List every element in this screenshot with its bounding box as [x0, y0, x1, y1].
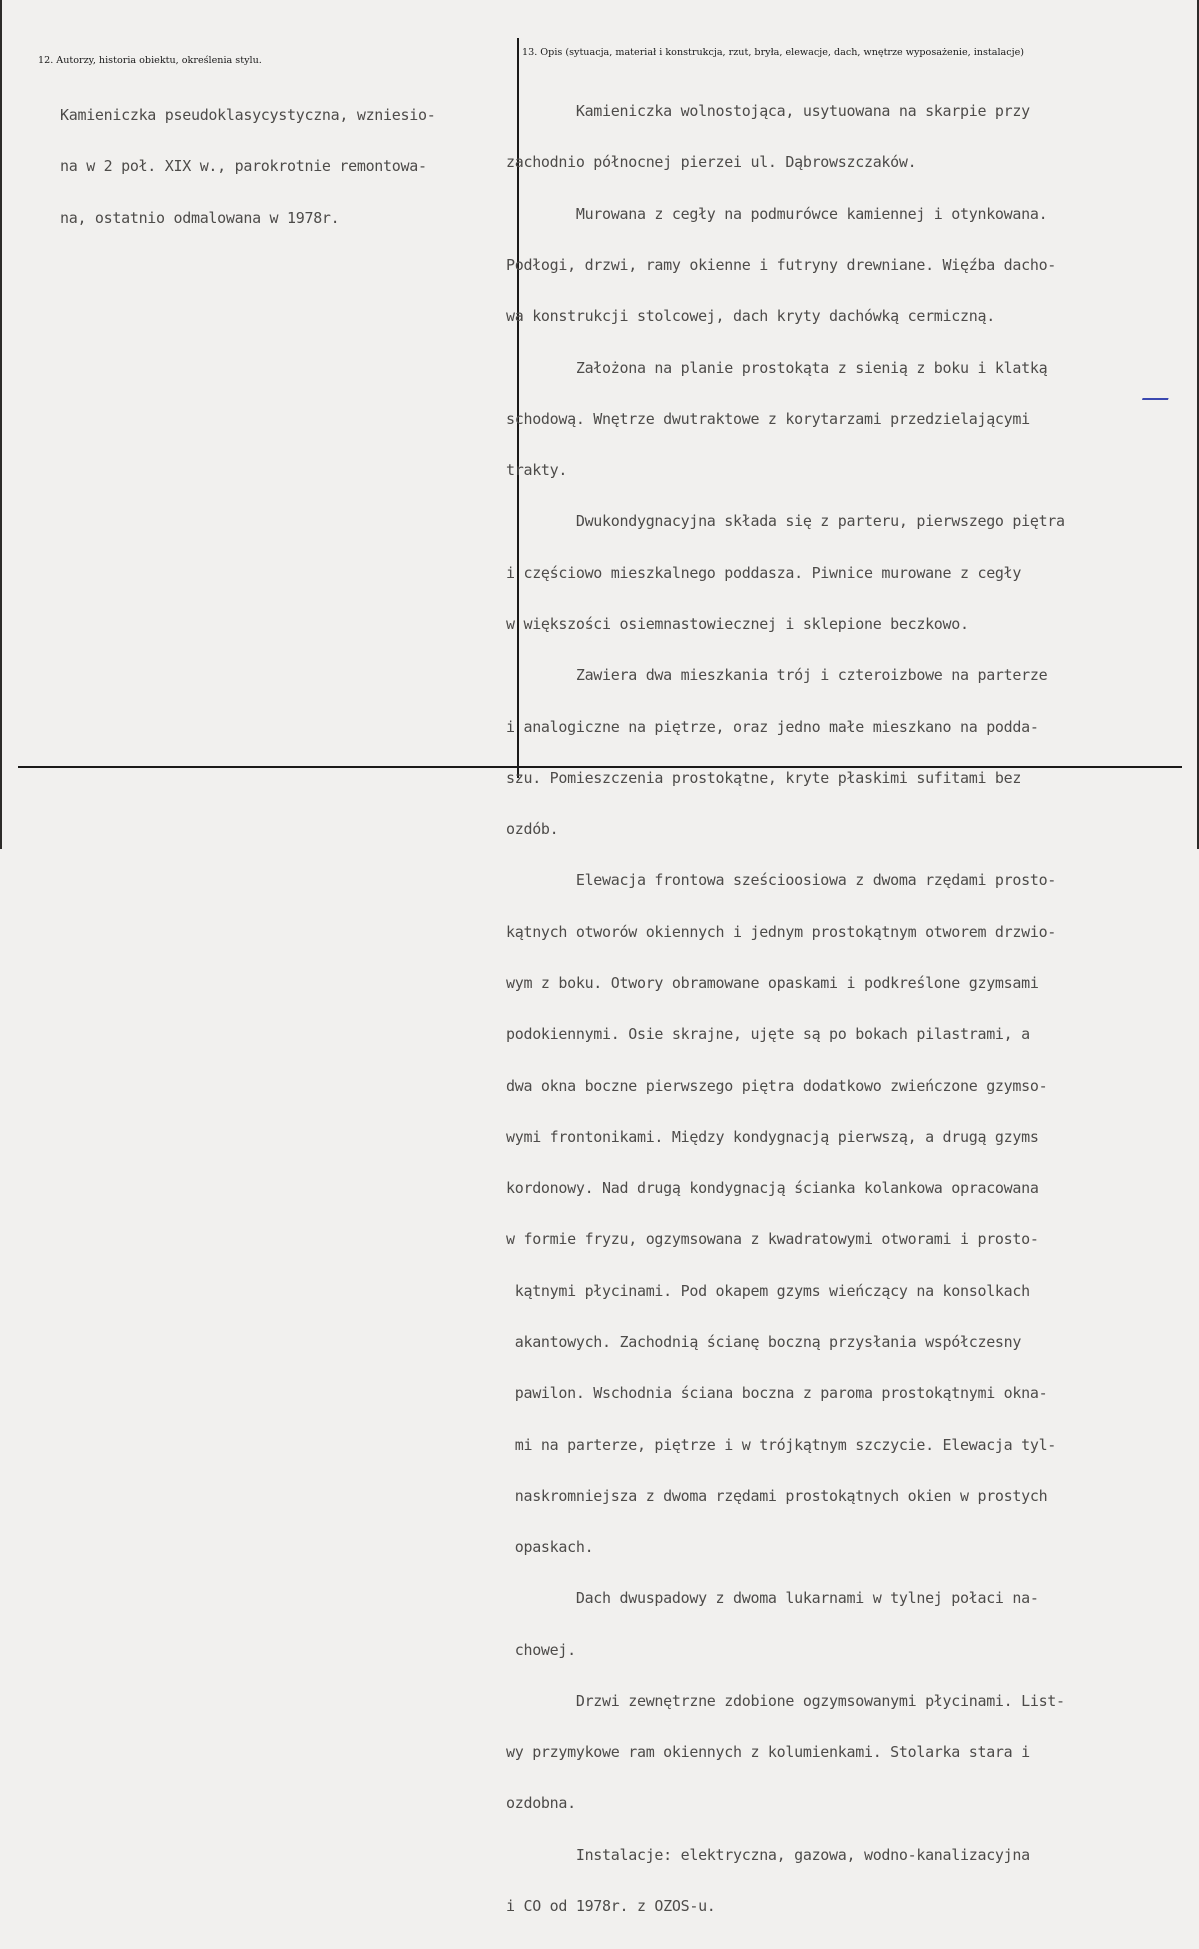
- typed-line: Dach dwuspadowy z dwoma lukarnami w tylnej połaci na-: [506, 1589, 1039, 1608]
- typed-line: mi na parterze, piętrze i w trójkątnym szczycie. Elewacja tyl-: [506, 1435, 1057, 1454]
- typed-line: opaskach.: [506, 1538, 594, 1557]
- typed-line: w formie fryzu, ogzymsowana z kwadratowymi otworami i prosto-: [506, 1230, 1039, 1249]
- page-left-border: [0, 0, 2, 849]
- typed-line: wym z boku. Otwory obramowane opaskami i podkreślone gzymsami: [506, 973, 1039, 992]
- typed-line: Elewacja frontowa sześcioosiowa z dwoma rzędami prosto-: [506, 871, 1057, 890]
- typed-line: kordonowy. Nad drugą kondygnacją ścianka kolankowa opracowana: [506, 1179, 1039, 1198]
- typed-line: zachodnio północnej pierzei ul. Dąbrowszczaków.: [506, 153, 917, 172]
- typed-line: i częściowo mieszkalnego poddasza. Piwnice murowane z cegły: [506, 563, 1022, 582]
- typed-line: schodową. Wnętrze dwutraktowe z korytarzami przedzielającymi: [506, 409, 1030, 428]
- section-13-heading: 13. Opis (sytuacja, materiał i konstrukcja, rzut, bryła, elewacje, dach, wnętrze wyposażenie, instalacje): [522, 47, 1025, 58]
- typed-line: trakty.: [506, 461, 568, 480]
- typed-line: Założona na planie prostokąta z sienią z boku i klatką: [506, 358, 1048, 377]
- section-13-text: [506, 69, 1065, 1949]
- typed-line: Kamieniczka wolnostojąca, usytuowana na skarpie przy: [506, 102, 1030, 121]
- typed-line: wy przymykowe ram okiennych z kolumienkami. Stolarka stara i: [506, 1743, 1030, 1762]
- typed-line: na, ostatnio odmalowana w 1978r.: [60, 208, 340, 227]
- section-12-heading: 12. Autorzy, historia obiektu, określenia stylu.: [38, 55, 262, 66]
- typed-line: Murowana z cegły na podmurówce kamiennej i otynkowana.: [506, 204, 1048, 223]
- typed-line: Zawiera dwa mieszkania trój i czteroizbowe na parterze: [506, 666, 1048, 685]
- typed-line: dwa okna boczne pierwszego piętra dodatkowo zwieńczone gzymso-: [506, 1076, 1048, 1095]
- typed-line: wymi frontonikami. Między kondygnacją pierwszą, a drugą gzyms: [506, 1127, 1039, 1146]
- typed-line: ozdobna.: [506, 1794, 576, 1813]
- typed-line: Kamieniczka pseudoklasycystyczna, wzniesio-: [60, 106, 436, 125]
- section-12-text: [60, 73, 435, 261]
- typed-line: Podłogi, drzwi, ramy okienne i futryny drewniane. Więźba dacho-: [506, 256, 1057, 275]
- typed-line: kątnych otworów okiennych i jednym prostokątnym otworem drzwio-: [506, 922, 1057, 941]
- typed-line: w większości osiemnastowiecznej i sklepione beczkowo.: [506, 615, 969, 633]
- bottom-rule: [18, 766, 1182, 768]
- ink-correction-mark: [1139, 398, 1168, 408]
- typed-line: i analogiczne na piętrze, oraz jedno małe mieszkano na podda-: [506, 717, 1039, 736]
- typed-line: pawilon. Wschodnia ściana boczna z paroma prostokątnymi okna-: [506, 1384, 1048, 1403]
- typed-line: kątnymi płycinami. Pod okapem gzyms wieńczący na konsolkach: [506, 1281, 1030, 1300]
- typed-line: na w 2 poł. XIX w., parokrotnie remontowa-: [60, 157, 427, 176]
- typed-line: Drzwi zewnętrzne zdobione ogzymsowanymi płycinami. List-: [506, 1691, 1065, 1710]
- typed-line: podokiennymi. Osie skrajne, ujęte są po bokach pilastrami, a: [506, 1025, 1030, 1044]
- typed-line: ozdób.: [506, 820, 559, 839]
- typed-line: i CO od 1978r. z OZOS-u.: [506, 1897, 716, 1916]
- typed-line: wa konstrukcji stolcowej, dach kryty dachówką cermiczną.: [506, 307, 995, 326]
- typed-line: chowej.: [506, 1640, 576, 1659]
- typed-line: Dwukondygnacyjna składa się z parteru, pierwszego piętra: [506, 512, 1065, 531]
- typed-line: szu. Pomieszczenia prostokątne, kryte płaskimi sufitami bez: [506, 768, 1022, 787]
- typed-line: Instalacje: elektryczna, gazowa, wodno-kanalizacyjna: [506, 1845, 1030, 1864]
- typed-line: akantowych. Zachodnią ścianę boczną przysłania współczesny: [506, 1332, 1022, 1351]
- typed-line: naskromniejsza z dwoma rzędami prostokątnych okien w prostych: [506, 1486, 1048, 1505]
